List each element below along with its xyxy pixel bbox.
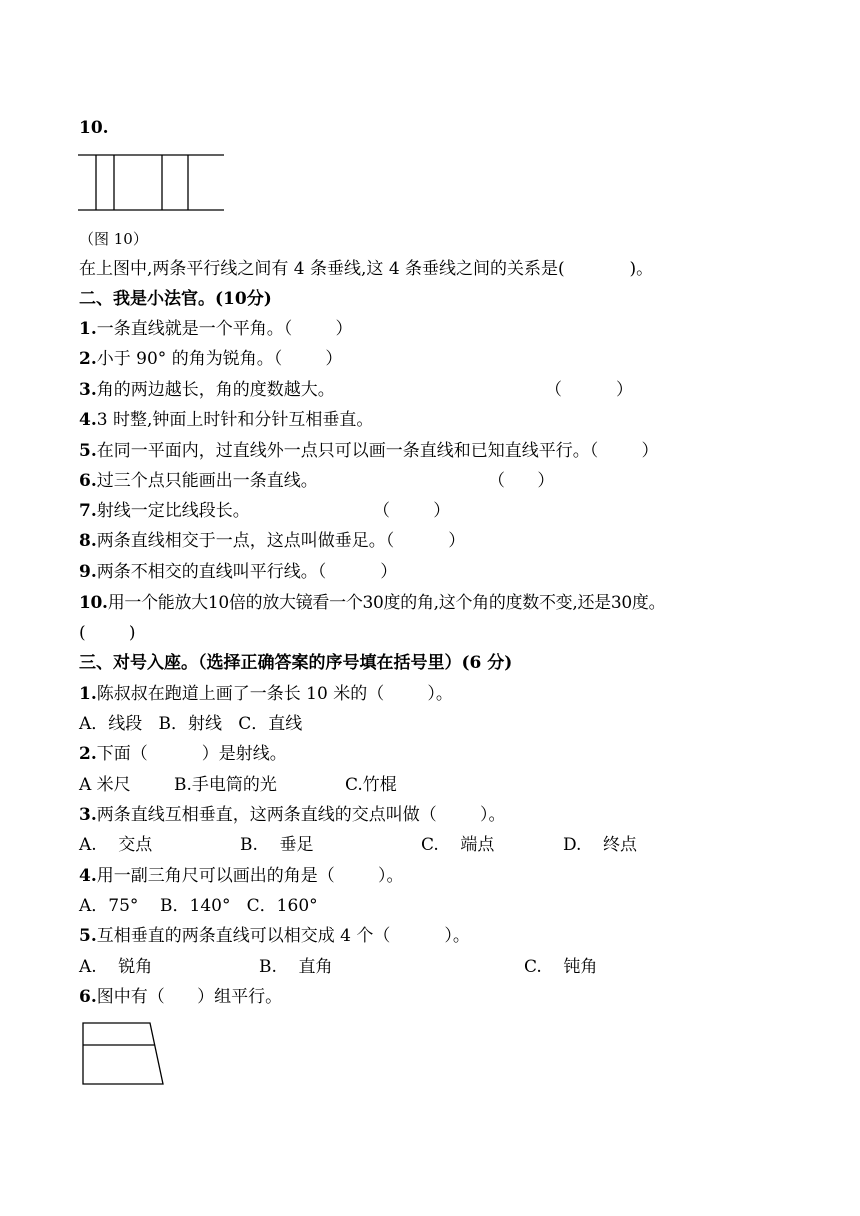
choice-q2-option-b: B.手电筒的光 — [174, 775, 277, 795]
judge-item-5: 5.在同一平面内，过直线外一点只可以画一条直线和已知直线平行。（ ） — [79, 441, 659, 461]
judge-item-7: 7.射线一定比线段长。 — [79, 501, 250, 521]
figure-q6-trapezoid — [80, 1020, 170, 1090]
q10-text: 在上图中,两条平行线之间有 4 条垂线,这 4 条垂线之间的关系是( )。 — [79, 259, 654, 279]
judge-item-6-paren: （ ） — [488, 471, 555, 491]
choice-q3: 3.两条直线互相垂直，这两条直线的交点叫做（ ）。 — [79, 805, 506, 825]
choice-q3-option-a: A. 交点 — [79, 835, 153, 855]
question-number: 10. — [79, 118, 109, 138]
section3-title: 三、对号入座。（选择正确答案的序号填在括号里）(6 分) — [79, 653, 513, 673]
choice-q1-options: A．线段 B．射线 C．直线 — [79, 714, 303, 734]
choice-q3-option-d: D. 终点 — [563, 835, 638, 855]
choice-q1: 1.陈叔叔在跑道上画了一条长 10 米的（ ）。 — [79, 684, 453, 704]
judge-item-4: 4.3 时整,钟面上时针和分针互相垂直。 — [79, 410, 374, 430]
judge-item-9: 9.两条不相交的直线叫平行线。（ ） — [79, 562, 398, 582]
judge-item-6: 6.过三个点只能画出一条直线。 — [79, 471, 318, 491]
choice-q5-option-a: A. 锐角 — [79, 957, 153, 977]
judge-item-3: 3.角的两边越长，角的度数越大。 — [79, 380, 335, 400]
figure-caption: （图 10） — [79, 230, 148, 248]
judge-item-7-paren: （ ） — [373, 501, 451, 521]
choice-q5: 5.互相垂直的两条直线可以相交成 4 个（ ）。 — [79, 926, 470, 946]
judge-item-1: 1.一条直线就是一个平角。（ ） — [79, 319, 353, 339]
section2-title: 二、我是小法官。(10分) — [79, 289, 272, 309]
choice-q4: 4.用一副三角尺可以画出的角是（ ）。 — [79, 866, 404, 886]
choice-q2-option-a: A 米尺 — [79, 775, 131, 795]
figure-10-parallel-lines — [76, 150, 226, 214]
choice-q2: 2.下面（ ）是射线。 — [79, 744, 287, 764]
choice-q6: 6.图中有（ ）组平行。 — [79, 987, 283, 1007]
judge-item-3-paren: （ ） — [545, 380, 634, 400]
choice-q2-option-c: C.竹棍 — [345, 775, 397, 795]
choice-q5-option-b: B. 直角 — [259, 957, 333, 977]
choice-q3-option-b: B. 垂足 — [240, 835, 314, 855]
judge-item-10-paren: ( ) — [79, 623, 136, 643]
judge-item-2: 2.小于 90° 的角为锐角。（ ） — [79, 349, 343, 369]
judge-item-10: 10.用一个能放大10倍的放大镜看一个30度的角,这个角的度数不变,还是30度。 — [79, 593, 666, 613]
judge-item-8: 8.两条直线相交于一点，这点叫做垂足。（ ） — [79, 531, 466, 551]
choice-q4-options: A．75° B．140° C．160° — [79, 896, 318, 916]
choice-q5-option-c: C. 钝角 — [524, 957, 598, 977]
choice-q3-option-c: C. 端点 — [421, 835, 495, 855]
